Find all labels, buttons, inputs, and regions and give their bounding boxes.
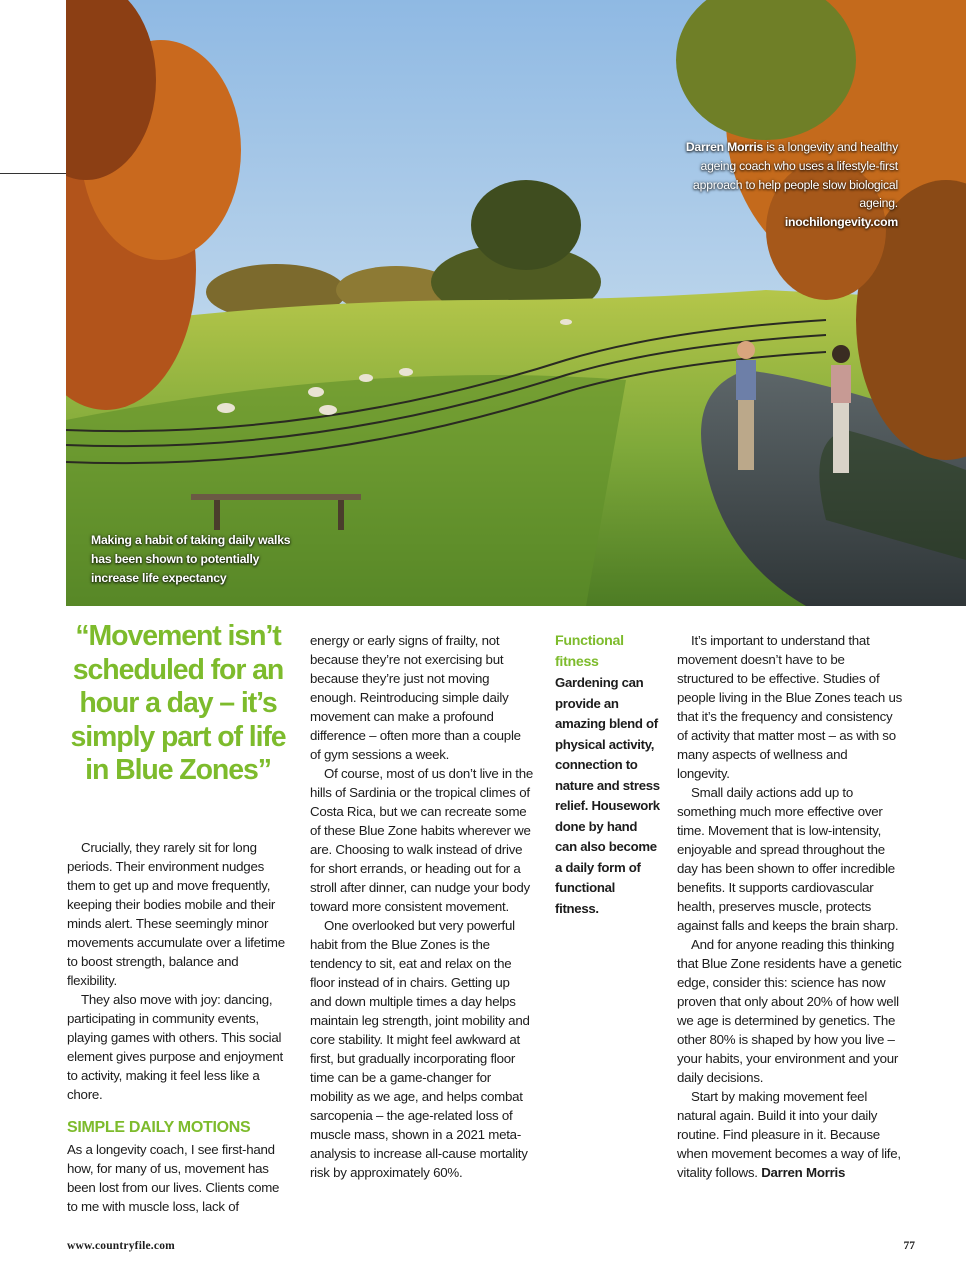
- author-bio: [668, 138, 898, 232]
- paragraph: Small daily actions add up to something much more effective over time. Movement that is low-intensity, enjoyable and spread throughout the day has been shown to offer incredible benefits. It supports cardiovascular health, preserves muscle, protects against falls and keeps the brain sharp.: [677, 785, 899, 933]
- photo-caption: Making a habit of taking daily walks has been shown to potentially increase life expectancy: [91, 533, 291, 585]
- margin-rule: [0, 173, 66, 174]
- paragraph: They also move with joy: dancing, participating in community events, playing games with others. This social element gives purpose and enjoyment to activity, making it feel less like a chore.: [67, 992, 283, 1102]
- paragraph: energy or early signs of frailty, not because they’re not exercising but because they’re just not moving enough. Reintroducing simple daily movement can make a profound difference – often more than a couple of gym sessions a week.: [310, 633, 521, 762]
- landscape-illustration: [66, 0, 966, 606]
- paragraph: It’s important to understand that movement doesn’t have to be structured to be effective. Studies of people living in the Blue Zones teach us that it’s the frequency and consistency of activity that matter most – as with so many aspects of wellness and longevity.: [677, 633, 903, 781]
- page-number: 77: [903, 1240, 915, 1252]
- sidebar-title: Functional fitness: [555, 633, 624, 670]
- hero-photo: [66, 0, 966, 606]
- paragraph: And for anyone reading this thinking that Blue Zone residents have a genetic edge, consider this: science has now proven that only about 20% of how well we age is determined by genetics. The other 80% is shaped by how you live – your habits, your environment and your daily decisions.: [677, 937, 902, 1085]
- author-signature: Darren Morris: [761, 1165, 846, 1180]
- paragraph: [677, 1087, 903, 1182]
- column-4: [677, 631, 903, 1182]
- column-1: [67, 838, 291, 1216]
- paragraph: Of course, most of us don’t live in the hills of Sardinia or the tropical climes of Costa Rica, but we can recreate some of these Blue Zone habits wherever we are. Choosing to walk instead of drive for short errands, or heading out for a stroll after dinner, can nudge your body toward more consistent movement.: [310, 766, 534, 914]
- section-subhead: SIMPLE DAILY MOTIONS: [67, 1119, 251, 1136]
- paragraph: One overlooked but very powerful habit from the Blue Zones is the tendency to sit, eat and relax on the floor instead of in chairs. Getting up and down multiple times a day helps maintain leg strength, joint mobility and core stability. It might feel awkward at first, but gradually incorporating floor time can be a game-changer for mobility as we age, and helps combat sarcopenia – the age-related loss of muscle mass, shown in a 2021 meta-analysis to increase all-cause mortality risk by approximately 60%.: [310, 918, 530, 1180]
- author-bio-name: Darren Morris: [685, 140, 764, 154]
- author-website-link[interactable]: inochilongevity.com: [784, 215, 898, 230]
- sidebar-text: Gardening can provide an amazing blend of physical activity, connection to nature and stress relief. Housework done by hand can also become a daily form of functional fitness.: [555, 675, 660, 916]
- paragraph-text: Start by making movement feel natural again. Build it into your daily routine. Find pleasure in it. Because when movement becomes a way of life, vitality follows.: [677, 1089, 901, 1180]
- paragraph: Crucially, they rarely sit for long periods. Their environment nudges them to get up and move frequently, keeping their bodies mobile and their minds alert. These seemingly minor movements accumulate over a lifetime to boost strength, balance and flexibility.: [67, 840, 285, 988]
- functional-fitness-sidebar: [555, 631, 660, 919]
- paragraph: As a longevity coach, I see first-hand how, for many of us, movement has been lost from our lives. Clients come to me with muscle loss, lack of: [67, 1142, 280, 1214]
- author-bio-text: is a longevity and healthy ageing coach who uses a lifestyle-first approach to help people slow biological ageing.: [693, 140, 898, 211]
- column-2: [310, 631, 534, 1182]
- footer-website[interactable]: www.countryfile.com: [67, 1240, 175, 1252]
- pull-quote: “Movement isn’t scheduled for an hour a day – it’s simply part of life in Blue Zones”: [70, 620, 286, 786]
